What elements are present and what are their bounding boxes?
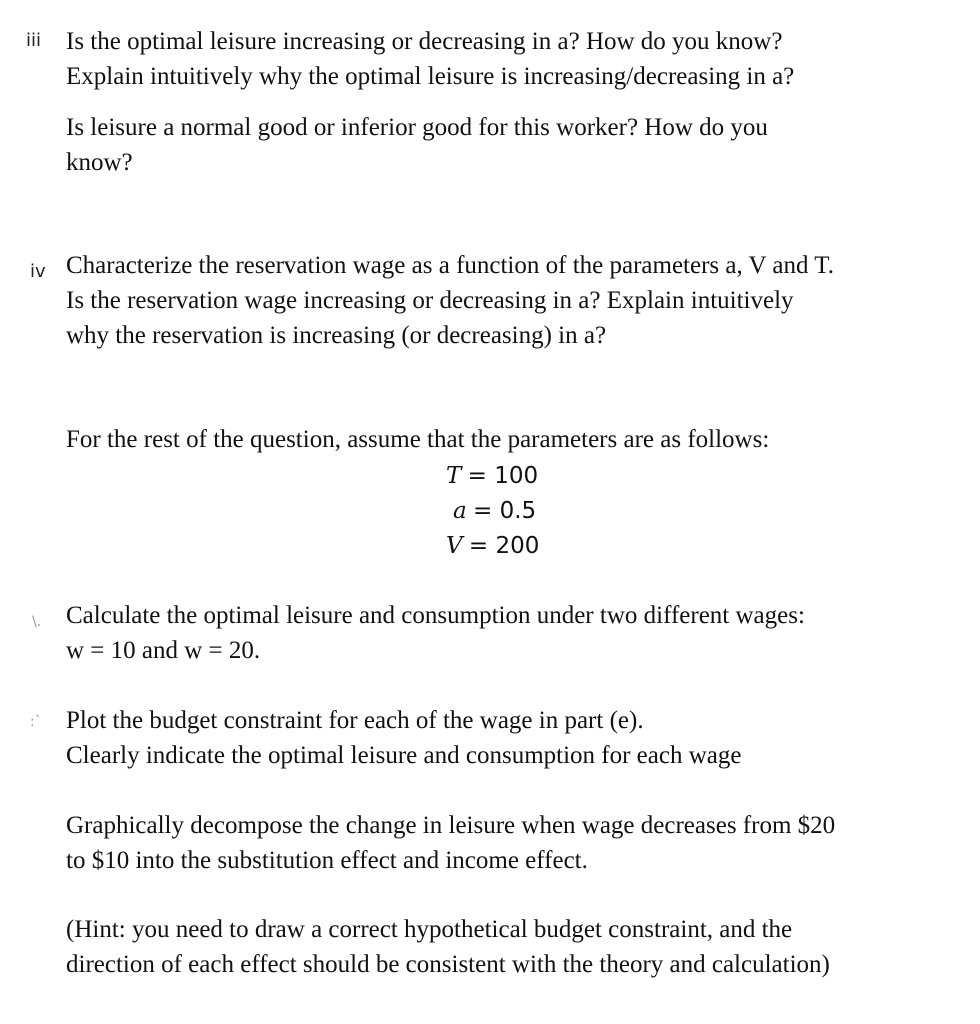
equation-a-value: 0.5 — [499, 498, 537, 524]
part-iv-line-1: Characterize the reservation wage as a function of the parameters a, V and T. — [66, 252, 834, 279]
part-v-line-2: w = 10 and w = 20. — [66, 637, 261, 664]
part-vi-line-2: Clearly indicate the optimal leisure and consumption for each wage — [66, 742, 742, 769]
equation-T: T = 100 — [446, 463, 539, 489]
part-iii-line-2: Explain intuitively why the optimal leisure is increasing/decreasing in a? — [66, 63, 795, 90]
part-v-line-1: Calculate the optimal leisure and consumption under two different wages: — [66, 602, 805, 629]
part-iii-line-4: know? — [66, 149, 133, 176]
equation-T-value: 100 — [494, 463, 539, 489]
part-iv-line-3: why the reservation is increasing (or decreasing) in a? — [66, 322, 607, 349]
equation-V-symbol: V — [446, 533, 463, 559]
part-iii-line-1: Is the optimal leisure increasing or decreasing in a? How do you know? — [66, 28, 783, 55]
part-iv-marker: iv — [30, 261, 46, 282]
equation-a-symbol: a — [453, 498, 467, 524]
part-iv-line-2: Is the reservation wage increasing or decreasing in a? Explain intuitively — [66, 287, 794, 314]
part-vi-marker: :` — [30, 714, 42, 730]
part-iii-line-3: Is leisure a normal good or inferior good for this worker? How do you — [66, 114, 768, 141]
equation-V: V = 200 — [446, 533, 540, 559]
part-vi-line-1: Plot the budget constraint for each of the wage in part (e). — [66, 707, 644, 734]
parameters-intro: For the rest of the question, assume that the parameters are as follows: — [66, 426, 770, 453]
equation-V-value: 200 — [495, 533, 540, 559]
equation-T-symbol: T — [446, 463, 462, 489]
part-vii-hint-line-1: (Hint: you need to draw a correct hypothetical budget constraint, and the — [66, 916, 793, 943]
equation-a: a = 0.5 — [453, 498, 537, 524]
part-iii-marker: iii — [26, 30, 42, 51]
part-vii-line-1: Graphically decompose the change in leisure when wage decreases from $20 — [66, 812, 836, 839]
part-vii-hint-line-2: direction of each effect should be consistent with the theory and calculation) — [66, 951, 830, 978]
part-vii-line-2: to $10 into the substitution effect and income effect. — [66, 847, 588, 874]
part-v-marker: \. — [32, 614, 42, 630]
